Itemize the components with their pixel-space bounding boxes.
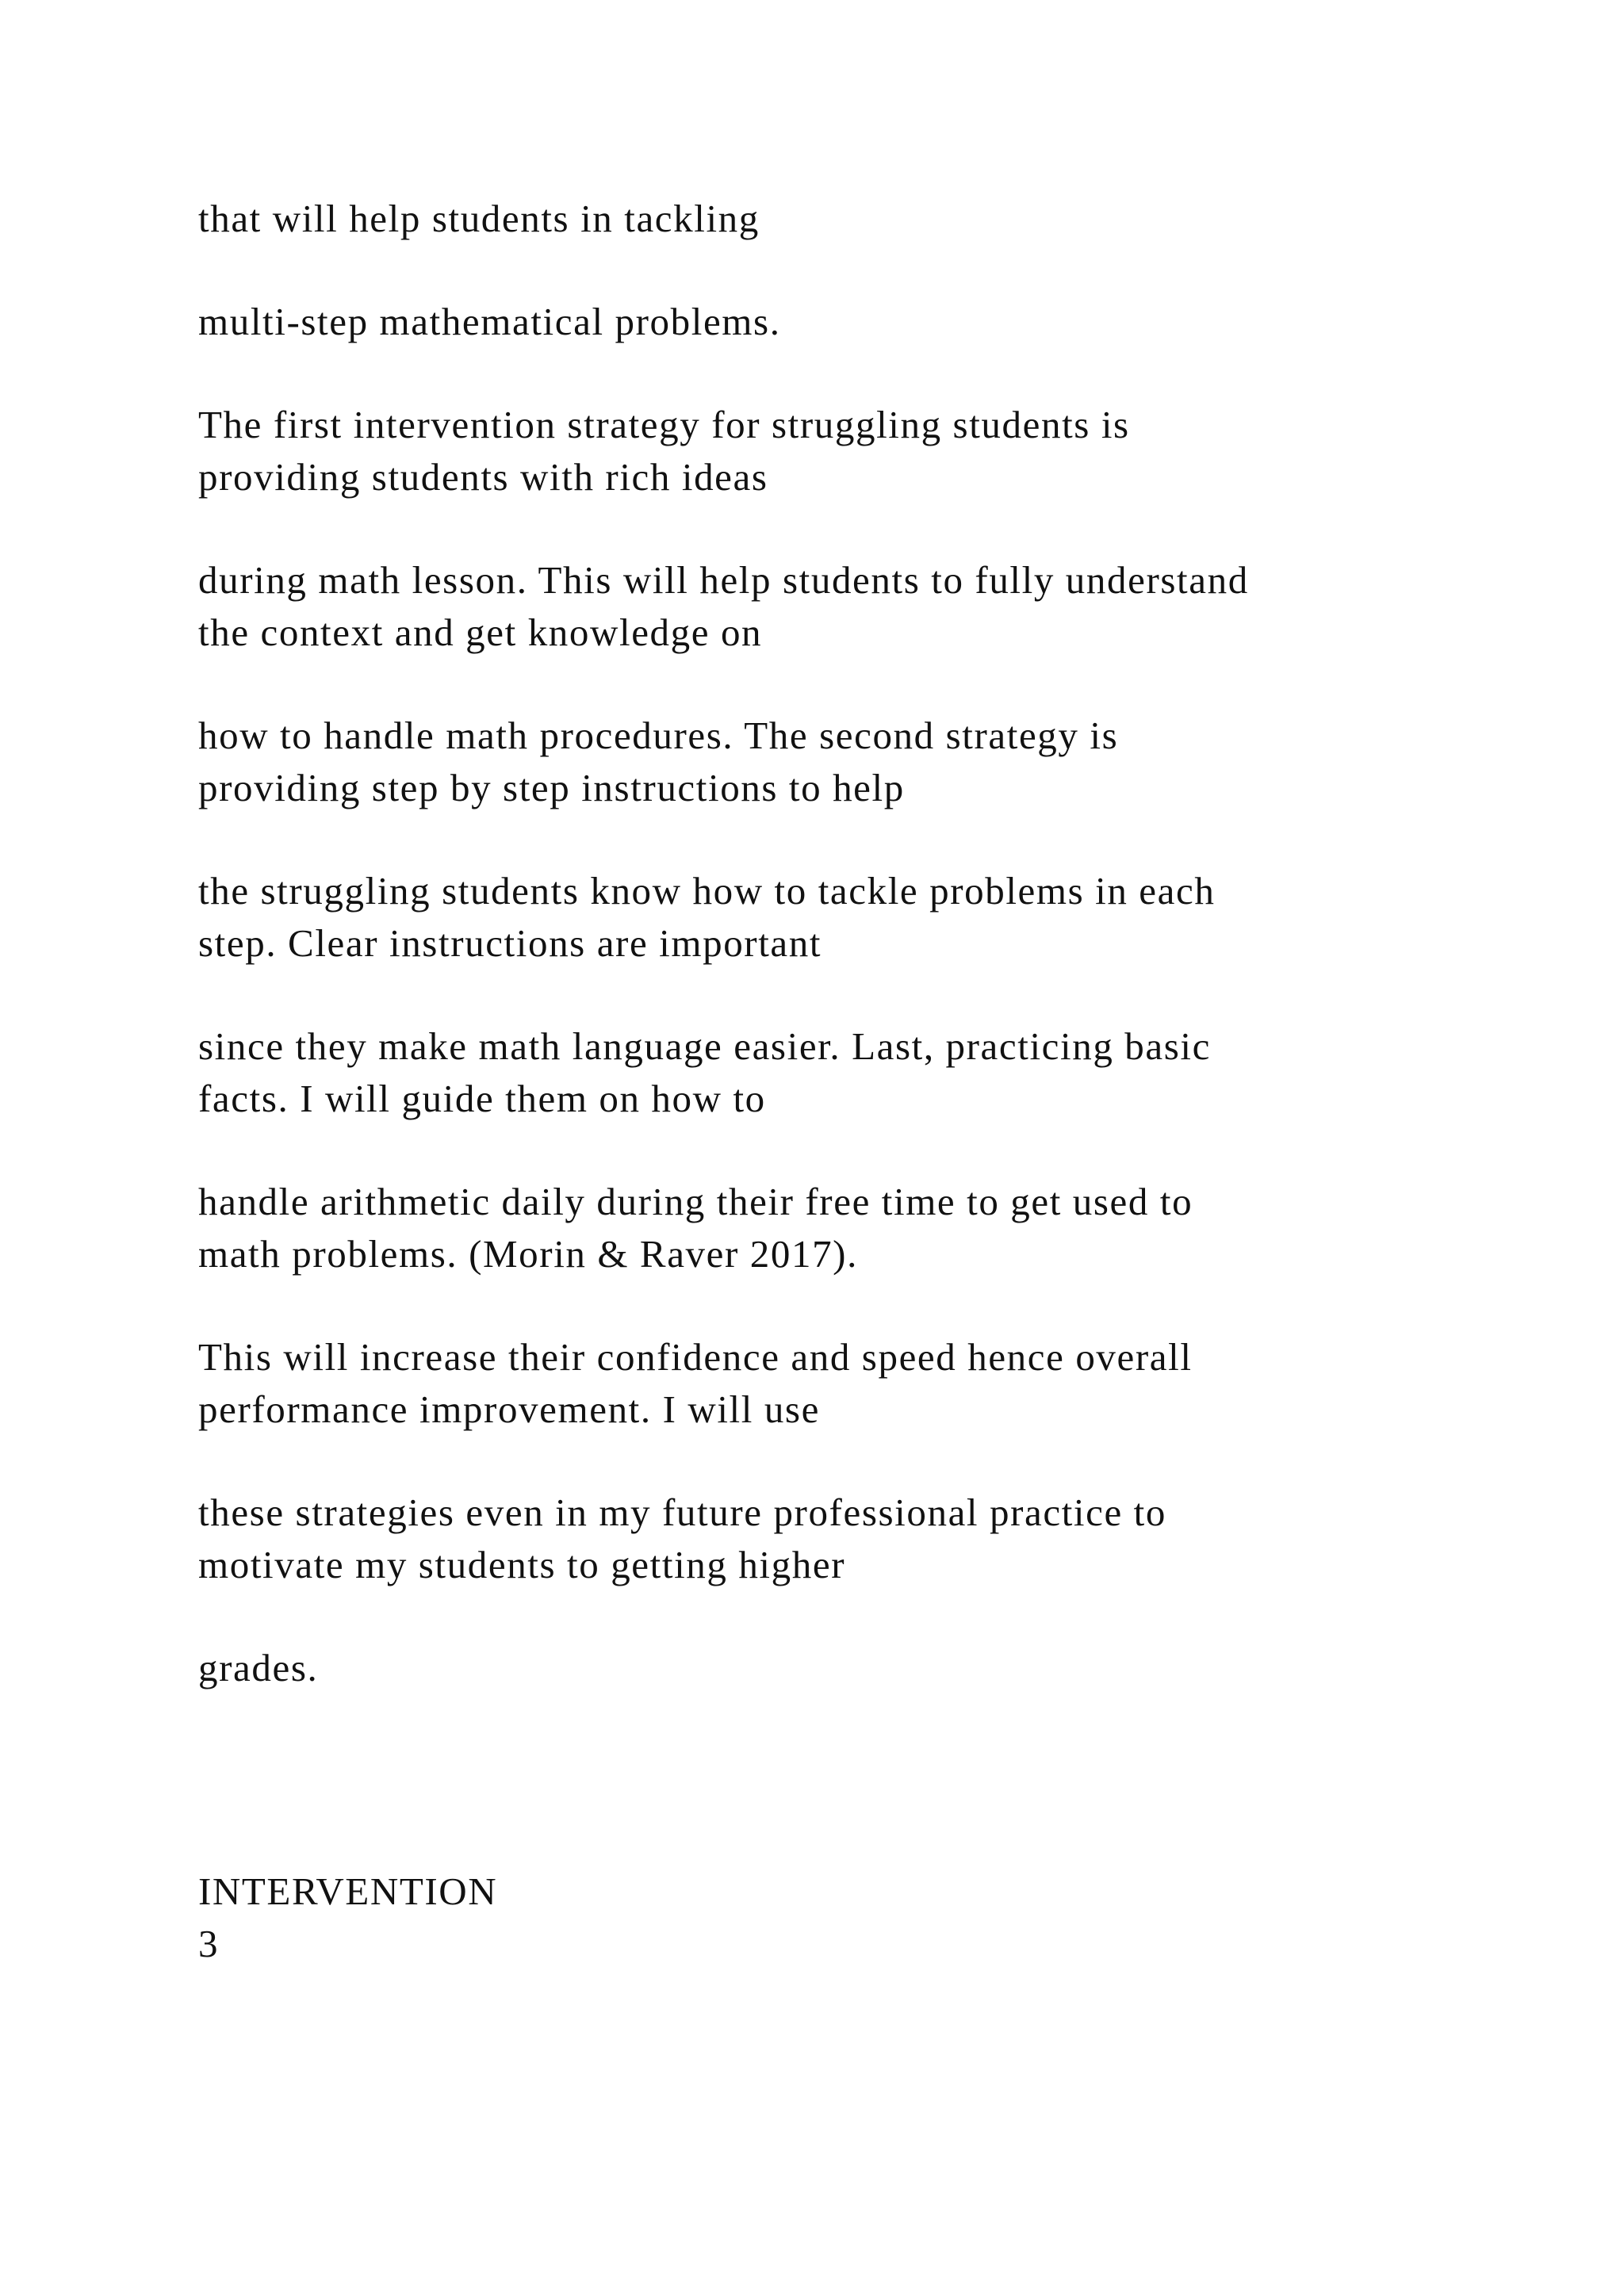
paragraph: This will increase their confidence and speed hence overall performance improvement. I will use — [198, 1335, 1193, 1431]
page-number: 3 — [198, 1922, 220, 1965]
paragraph: handle arithmetic daily during their free time to get used to math problems. (Morin & Raver 2017). — [198, 1180, 1193, 1276]
paragraph: during math lesson. This will help students to fully understand the context and get knowledge on — [198, 558, 1249, 654]
paragraph: that will help students in tackling — [198, 197, 760, 240]
paragraph: these strategies even in my future professional practice to motivate my students to getting higher — [198, 1490, 1166, 1586]
paragraph: since they make math language easier. Last, practicing basic facts. I will guide them on how to — [198, 1024, 1211, 1120]
paragraph: grades. — [198, 1646, 319, 1689]
document-body — [198, 193, 1507, 1745]
page-footer — [198, 1866, 497, 1970]
paragraph: The first intervention strategy for struggling students is providing students with rich ideas — [198, 403, 1130, 499]
paragraph: how to handle math procedures. The second strategy is providing step by step instructions to help — [198, 714, 1119, 809]
paragraph: multi-step mathematical problems. — [198, 300, 781, 343]
paragraph: the struggling students know how to tackle problems in each step. Clear instructions are important — [198, 869, 1216, 965]
running-head: INTERVENTION — [198, 1869, 498, 1913]
